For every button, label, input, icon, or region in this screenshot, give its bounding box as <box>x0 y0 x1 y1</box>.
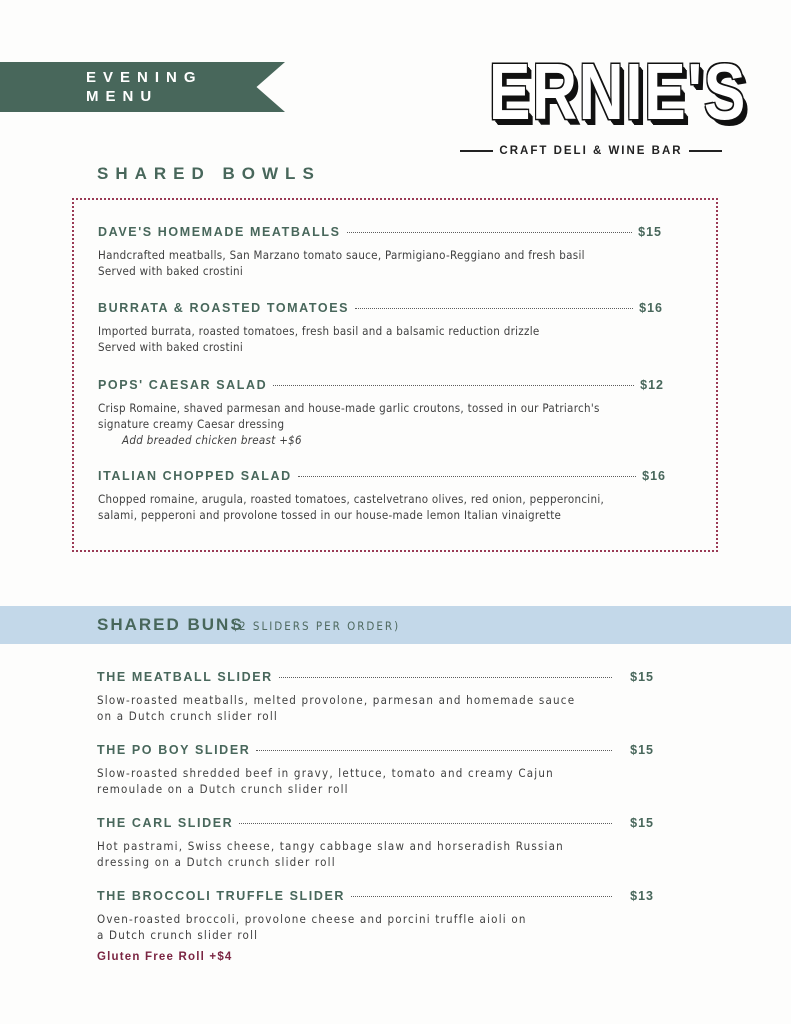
item-name: POPS' CAESAR SALAD <box>98 378 268 392</box>
logo-tagline: CRAFT DELI & WINE BAR <box>499 145 683 157</box>
logo-rule-right <box>689 150 722 152</box>
item-price: $16 <box>639 301 663 315</box>
item-name: THE CARL SLIDER <box>97 816 234 830</box>
dot-leader <box>298 476 636 477</box>
item-name: ITALIAN CHOPPED SALAD <box>98 469 292 483</box>
item-description: dressing on a Dutch crunch slider roll <box>97 855 336 869</box>
dot-leader <box>239 823 612 824</box>
item-name: THE BROCCOLI TRUFFLE SLIDER <box>97 889 346 903</box>
ribbon-line-1: EVENING <box>86 69 203 86</box>
item-description: Slow-roasted meatballs, melted provolone, parmesan and homemade sauce <box>97 693 576 707</box>
item-description: Handcrafted meatballs, San Marzano tomato sauce, Parmigiano-Reggiano and fresh basil <box>98 248 585 262</box>
shared-buns-note: (2 SLIDERS PER ORDER) <box>233 619 401 633</box>
item-price: $15 <box>630 670 654 684</box>
menu-item-burrata <box>98 301 663 355</box>
menu-item-caesar <box>98 378 664 448</box>
gluten-free-note: Gluten Free Roll +$4 <box>97 951 233 963</box>
dot-leader <box>273 385 634 386</box>
ribbon-line-2: MENU <box>86 88 159 105</box>
item-price: $15 <box>630 743 654 757</box>
dot-leader <box>279 677 612 678</box>
shared-bowls-title: SHARED BOWLS <box>97 164 321 183</box>
logo-rule-left <box>460 150 493 152</box>
item-price: $16 <box>642 469 666 483</box>
menu-item-broccoli-truffle-slider <box>97 889 654 943</box>
evening-menu-label <box>86 68 203 106</box>
logo-tagline-row <box>460 141 722 161</box>
item-description: signature creamy Caesar dressing <box>98 417 285 431</box>
item-name: BURRATA & ROASTED TOMATOES <box>98 301 350 315</box>
menu-item-meatball-slider <box>97 670 654 724</box>
item-name: DAVE'S HOMEMADE MEATBALLS <box>98 225 341 239</box>
logo-wordmark: ERNIE'S <box>488 47 747 136</box>
item-description: Hot pastrami, Swiss cheese, tangy cabbage slaw and horseradish Russian <box>97 839 564 853</box>
menu-item-chopped-salad <box>98 469 666 523</box>
dot-leader <box>347 232 633 233</box>
item-addon: Add breaded chicken breast +$6 <box>122 433 302 447</box>
item-price: $15 <box>630 816 654 830</box>
item-description: Imported burrata, roasted tomatoes, fresh basil and a balsamic reduction drizzle <box>98 324 540 338</box>
item-description: Oven-roasted broccoli, provolone cheese and porcini truffle aioli on <box>97 912 527 926</box>
shared-buns-title: SHARED BUNS <box>97 615 244 634</box>
item-description: on a Dutch crunch slider roll <box>97 709 278 723</box>
item-description: salami, pepperoni and provolone tossed in our house-made lemon Italian vinaigrette <box>98 508 562 522</box>
item-name: THE MEATBALL SLIDER <box>97 670 273 684</box>
item-description: remoulade on a Dutch crunch slider roll <box>97 782 349 796</box>
dot-leader <box>256 750 612 751</box>
item-price: $13 <box>630 889 654 903</box>
item-description: Served with baked crostini <box>98 340 244 354</box>
dot-leader <box>355 308 633 309</box>
item-price: $15 <box>638 225 662 239</box>
menu-item-po-boy-slider <box>97 743 654 797</box>
item-description: Slow-roasted shredded beef in gravy, lettuce, tomato and creamy Cajun <box>97 766 554 780</box>
dot-leader <box>351 896 612 897</box>
item-description: Chopped romaine, arugula, roasted tomatoes, castelvetrano olives, red onion, pepperoncini, <box>98 492 605 506</box>
ernies-logo <box>460 47 747 160</box>
menu-item-meatballs <box>98 225 662 279</box>
menu-item-carl-slider <box>97 816 654 870</box>
item-description: Served with baked crostini <box>98 264 244 278</box>
item-description: a Dutch crunch slider roll <box>97 928 259 942</box>
item-price: $12 <box>640 378 664 392</box>
item-description: Crisp Romaine, shaved parmesan and house-made garlic croutons, tossed in our Patriarch's <box>98 401 600 415</box>
item-name: THE PO BOY SLIDER <box>97 743 251 757</box>
